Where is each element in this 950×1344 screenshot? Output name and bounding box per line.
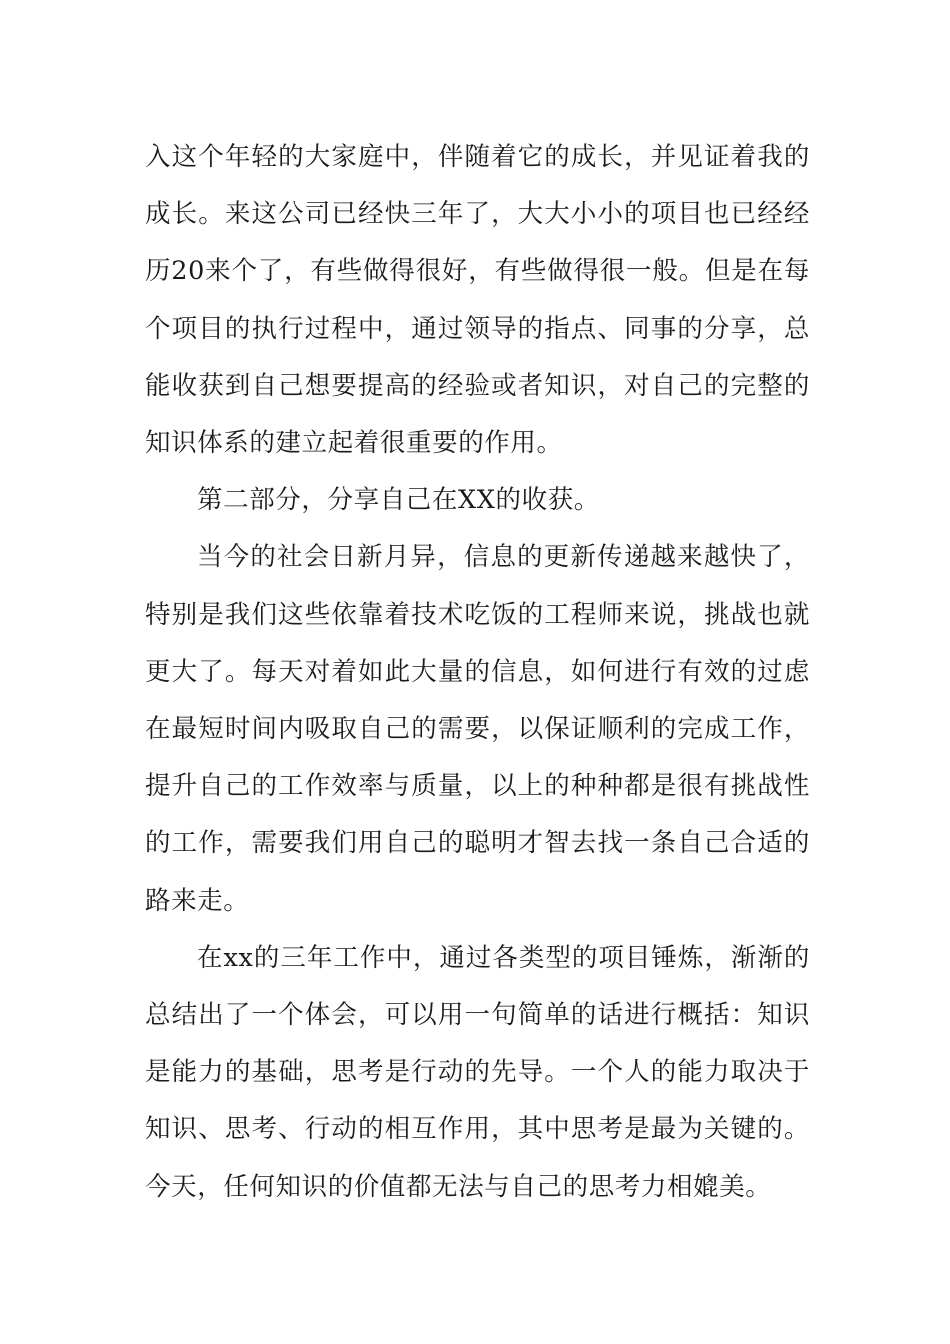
document-body <box>145 129 810 1216</box>
paragraph-section-heading: 第二部分，分享自己在XX的收获。 <box>197 485 600 516</box>
paragraph-knowledge-thinking: 在xx的三年工作中，通过各类型的项目锤炼，渐渐的总结出了一个体会，可以用一句简单的话进行概括：知识是能力的基础，思考是行动的先导。一个人的能力取决于知识、思考、行动的相互作用，其中思考是最为关键的。今天，任何知识的价值都无法与自己的思考力相媲美。 <box>145 942 810 1202</box>
paragraph-continuation: 入这个年轻的大家庭中，伴随着它的成长，并见证着我的成长。来这公司已经快三年了，大大小小的项目也已经经历20来个了，有些做得很好，有些做得很一般。但是在每个项目的执行过程中，通过领导的指点、同事的分享，总能收获到自己想要提高的经验或者知识，对自己的完整的知识体系的建立起着很重要的作用。 <box>145 142 810 459</box>
paragraph-information-challenge: 当今的社会日新月异，信息的更新传递越来越快了，特别是我们这些依靠着技术吃饭的工程师来说，挑战也就更大了。每天对着如此大量的信息，如何进行有效的过虑在最短时间内吸取自己的需要，以保证顺利的完成工作，提升自己的工作效率与质量，以上的种种都是很有挑战性的工作，需要我们用自己的聪明才智去找一条自己合适的路来走。 <box>145 542 810 916</box>
